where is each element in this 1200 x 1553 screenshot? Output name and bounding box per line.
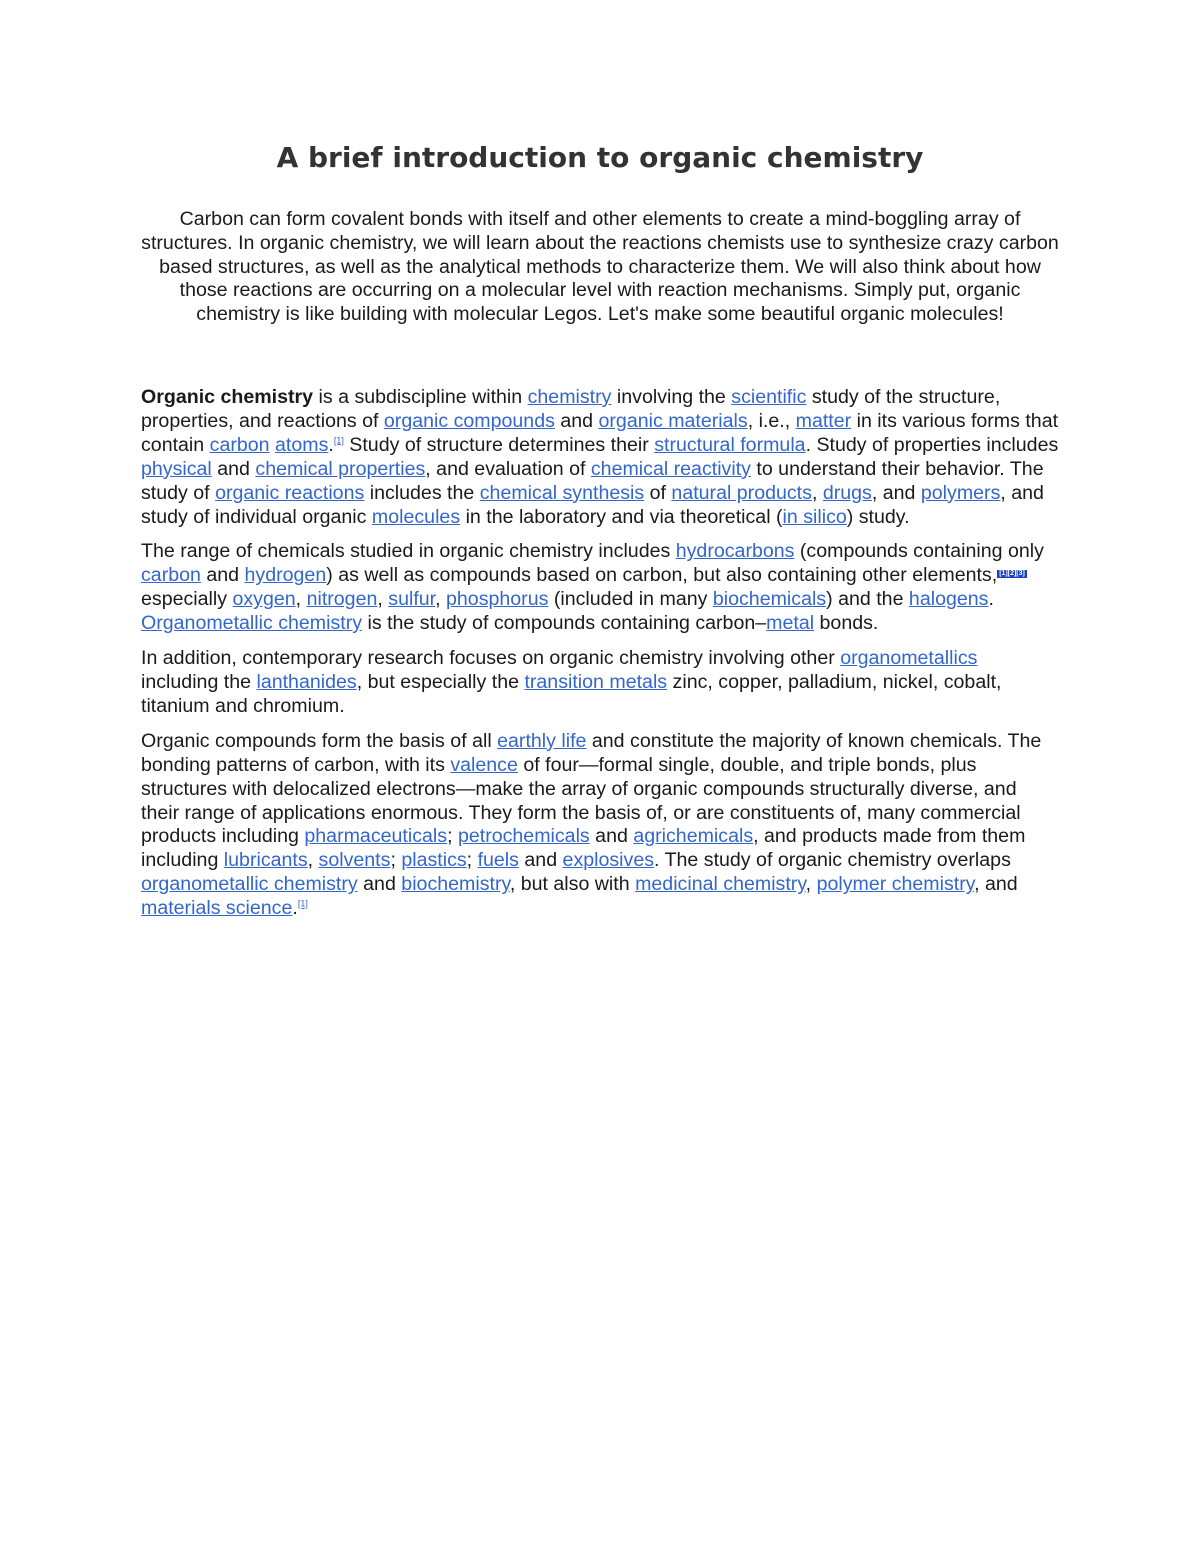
citation-ref[interactable]: [1]	[297, 898, 308, 909]
text-span: , but especially the	[356, 670, 525, 693]
text-span: is a subdiscipline within	[313, 386, 528, 408]
citation-ref[interactable]: [1]	[333, 435, 344, 446]
link-atoms[interactable]: atoms	[275, 433, 329, 456]
text-span: in its various forms that contain	[141, 409, 1059, 456]
link-molecules[interactable]: molecules	[371, 505, 461, 528]
text-span: ;	[390, 849, 402, 872]
text-span: .	[292, 897, 298, 920]
text-span: bonds.	[814, 612, 879, 635]
link-organometallics[interactable]: organometallics	[840, 647, 978, 670]
link-organometallic-chemistry[interactable]: Organometallic chemistry	[141, 612, 363, 635]
text-span: ,	[811, 481, 823, 504]
text-span: (included in many	[548, 588, 713, 611]
link-scientific[interactable]: scientific	[731, 386, 807, 408]
link-lanthanides[interactable]: lanthanides	[256, 670, 357, 693]
text-span: including the	[141, 670, 257, 693]
text-span: , i.e.,	[747, 409, 796, 432]
text-span: ) and the	[826, 588, 909, 611]
link-explosives[interactable]: explosives	[562, 849, 655, 872]
text-span: (compounds containing only	[794, 540, 1044, 563]
link-agrichemicals[interactable]: agrichemicals	[633, 825, 754, 848]
link-medicinal-chemistry[interactable]: medicinal chemistry	[635, 873, 806, 896]
bold-term: Organic chemistry	[141, 386, 314, 408]
paragraph-research	[141, 647, 1059, 719]
link-physical[interactable]: physical	[141, 457, 212, 480]
link-nitrogen[interactable]: nitrogen	[306, 588, 378, 611]
link-transition-metals[interactable]: transition metals	[524, 670, 668, 693]
text-span: ,	[295, 588, 307, 611]
text-span: , and products made from them including	[141, 825, 1026, 872]
link-carbon[interactable]: carbon	[209, 433, 270, 456]
text-span: Study of structure determines their	[343, 433, 655, 456]
link-chemical-reactivity[interactable]: chemical reactivity	[590, 457, 751, 480]
text-span: ;	[466, 849, 478, 872]
link-organometallic-chemistry[interactable]: organometallic chemistry	[141, 873, 358, 896]
citation-ref[interactable]: [1][2][3]	[999, 570, 1025, 578]
text-span: ) as well as compounds based on carbon, but also containing other elements,	[326, 564, 998, 587]
text-span: zinc, copper, palladium, nickel, cobalt, titanium and chromium.	[141, 670, 1002, 717]
link-natural-products[interactable]: natural products	[671, 481, 812, 504]
link-halogens[interactable]: halogens	[908, 588, 989, 611]
text-span: and	[518, 849, 563, 872]
text-span: of	[644, 481, 672, 504]
text-span: and	[589, 825, 634, 848]
text-span: .	[328, 433, 334, 456]
link-structural-formula[interactable]: structural formula	[654, 433, 806, 456]
link-earthly-life[interactable]: earthly life	[497, 729, 587, 752]
text-span: In addition, contemporary research focuses on organic chemistry involving other	[141, 647, 841, 670]
link-organic-compounds[interactable]: organic compounds	[383, 409, 555, 432]
text-span: and	[554, 409, 599, 432]
paragraph-range	[141, 540, 1059, 636]
link-chemistry[interactable]: chemistry	[527, 386, 612, 408]
text-span: ,	[377, 588, 389, 611]
link-polymers[interactable]: polymers	[920, 481, 1001, 504]
link-drugs[interactable]: drugs	[822, 481, 872, 504]
link-polymer-chemistry[interactable]: polymer chemistry	[816, 873, 975, 896]
text-span: Organic compounds form the basis of all	[141, 729, 498, 752]
link-lubricants[interactable]: lubricants	[223, 849, 308, 872]
text-span: in the laboratory and via theoretical (	[460, 505, 783, 528]
link-in-silico[interactable]: in silico	[782, 505, 847, 528]
paragraph-definition	[141, 386, 1059, 529]
text-span: includes the	[364, 481, 480, 504]
text-span: and constitute the majority of known chemicals. The bonding patterns of carbon, with its	[141, 729, 1042, 776]
link-oxygen[interactable]: oxygen	[232, 588, 296, 611]
text-span: , and evaluation of	[425, 457, 591, 480]
link-matter[interactable]: matter	[795, 409, 852, 432]
text-span: ,	[307, 849, 319, 872]
text-span: and	[211, 457, 256, 480]
page-title: A brief introduction to organic chemistry	[276, 141, 924, 174]
link-sulfur[interactable]: sulfur	[388, 588, 436, 611]
link-carbon[interactable]: carbon	[141, 564, 201, 587]
intro-paragraph: Carbon can form covalent bonds with itself and other elements to create a mind-boggling array of structures. In organic chemistry, we will learn about the reactions chemists use to synthesize crazy carbon based structures, as well as the analytical methods to characterize them. We will also think about how those reactions are occurring on a molecular level with reaction mechanisms. Simply put, organic chemistry is like building with molecular Legos. Let's make some beautiful organic molecules!	[141, 208, 1059, 326]
link-solvents[interactable]: solvents	[318, 849, 391, 872]
text-span: is the study of compounds containing carbon–	[362, 612, 767, 635]
link-chemical-synthesis[interactable]: chemical synthesis	[479, 481, 645, 504]
link-biochemistry[interactable]: biochemistry	[401, 873, 510, 896]
text-span: ;	[447, 825, 458, 848]
paragraph-compounds	[141, 730, 1059, 921]
text-span: . The study of organic chemistry overlaps	[654, 849, 1011, 872]
link-organic-reactions[interactable]: organic reactions	[215, 481, 365, 504]
link-organic-materials[interactable]: organic materials	[598, 409, 748, 432]
text-span: , and	[974, 873, 1018, 896]
text-span: , but also with	[509, 873, 636, 896]
text-span: of four—formal single, double, and triple bonds, plus structures with delocalized electrons—make the array of organic compounds structurally diverse, and their range of applications enormous. They form the basis of, or are constituents of, many commercial products including	[141, 753, 1021, 848]
link-metal[interactable]: metal	[766, 612, 815, 635]
text-span: and	[357, 873, 402, 896]
text-span: , and	[871, 481, 921, 504]
link-materials-science[interactable]: materials science	[141, 897, 293, 920]
text-span: ,	[805, 873, 817, 896]
text-span: to understand their behavior. The study of	[141, 457, 1044, 504]
text-span: involving the	[611, 386, 732, 408]
link-phosphorus[interactable]: phosphorus	[446, 588, 549, 611]
link-pharmaceuticals[interactable]: pharmaceuticals	[304, 825, 448, 848]
text-span: The range of chemicals studied in organic chemistry includes	[141, 540, 676, 563]
article-body	[141, 386, 1059, 932]
link-petrochemicals[interactable]: petrochemicals	[457, 825, 590, 848]
text-span: .	[988, 588, 994, 611]
text-span: . Study of properties includes	[805, 433, 1059, 456]
text-span: ,	[435, 588, 446, 611]
link-chemical-properties[interactable]: chemical properties	[255, 457, 426, 480]
link-plastics[interactable]: plastics	[401, 849, 467, 872]
text-span: , and study of individual organic	[141, 481, 1044, 528]
link-biochemicals[interactable]: biochemicals	[712, 588, 827, 611]
text-span: study of the structure, properties, and reactions of	[141, 386, 1001, 432]
link-valence[interactable]: valence	[450, 753, 518, 776]
link-fuels[interactable]: fuels	[477, 849, 519, 872]
text-span: and	[200, 564, 245, 587]
text-span: especially	[141, 588, 233, 611]
link-hydrocarbons[interactable]: hydrocarbons	[675, 540, 795, 563]
text-span: ) study.	[846, 505, 910, 528]
link-hydrogen[interactable]: hydrogen	[244, 564, 327, 587]
